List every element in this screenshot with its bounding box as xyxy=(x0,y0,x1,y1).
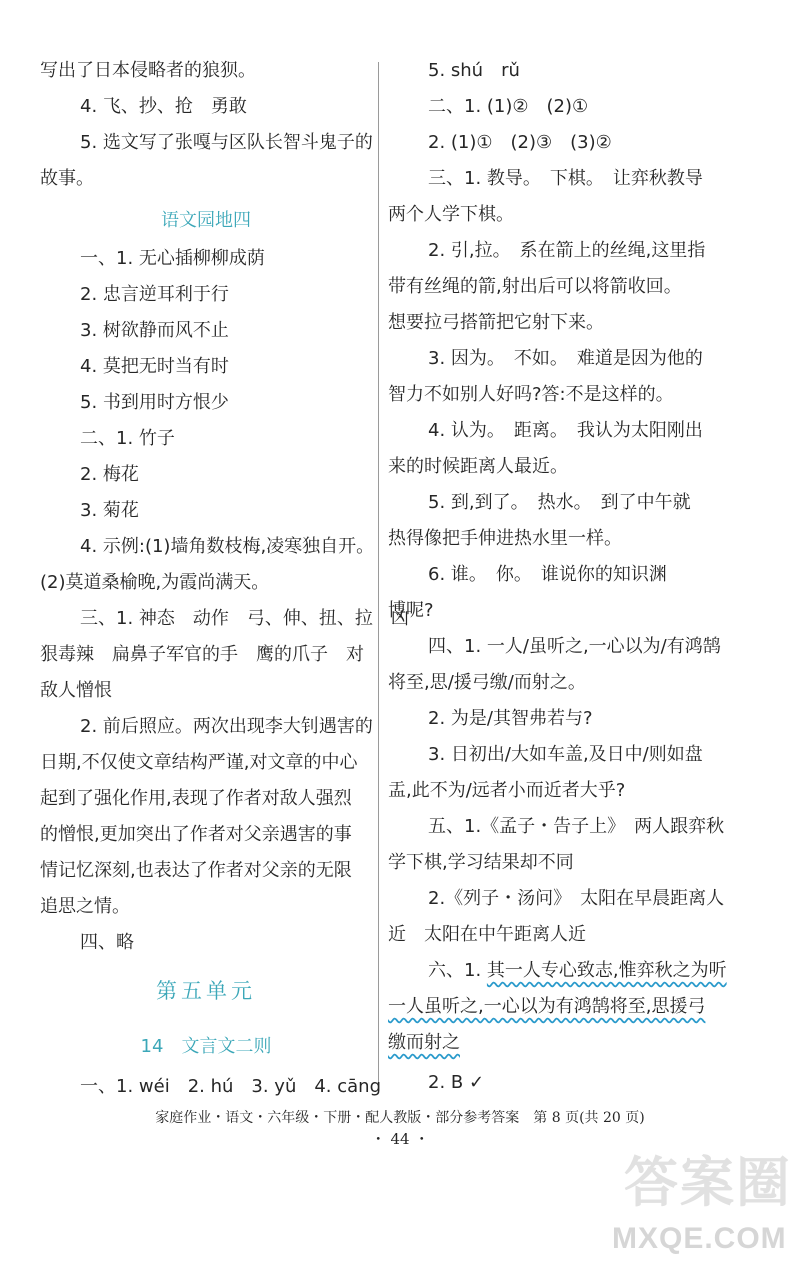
text-line: 四、1. 一人/虽听之,一心以为/有鸿鹄 xyxy=(428,636,721,657)
text-line: 日期,不仅使文章结构严谨,对文章的中心 xyxy=(40,752,358,773)
text-line: 故事。 xyxy=(40,168,94,189)
wavy-underlined-text: 缴而射之 xyxy=(388,1032,460,1053)
text-line: 敌人憎恨 xyxy=(40,680,112,701)
watermark-logo xyxy=(612,1140,792,1270)
text-line: 2. B ✓ xyxy=(428,1072,485,1093)
text-line: 2. 梅花 xyxy=(80,464,139,485)
text-line: 一、1. 无心插柳柳成荫 xyxy=(80,248,265,269)
text-line: 盂,此不为/远者小而近者大乎? xyxy=(388,780,626,801)
text-line: 2. 前后照应。两次出现李大钊遇害的 xyxy=(80,716,373,737)
text-line: 4. 认为。 距离。 我认为太阳刚出 xyxy=(428,420,703,441)
text-line: 狠毒辣 扁鼻子军官的手 鹰的爪子 对 xyxy=(40,644,364,665)
text-line xyxy=(388,960,727,982)
lesson-title: 14 文言文二则 xyxy=(140,1036,272,1057)
text-line: 智力不如别人好吗?答:不是这样的。 xyxy=(388,384,674,405)
footer-info: 家庭作业・语文・六年级・下册・配人教版・部分参考答案 第 8 页(共 20 页) xyxy=(155,1110,645,1126)
text-line: 5. shú rǔ xyxy=(428,60,520,81)
item-number: 六、1. xyxy=(428,960,487,981)
column-divider xyxy=(378,62,379,1092)
text-line: 5. 书到用时方恨少 xyxy=(80,392,229,413)
text-line: 学下棋,学习结果却不同 xyxy=(388,852,574,873)
text-line: 想要拉弓搭箭把它射下来。 xyxy=(388,312,604,333)
text-line: 五、1.《孟子・告子上》 两人跟弈秋 xyxy=(428,816,725,837)
text-line: 追思之情。 xyxy=(40,896,130,917)
text-line: 3. 因为。 不如。 难道是因为他的 xyxy=(428,348,703,369)
text-line: 三、1. 神态 动作 弓、伸、扭、拉 凶 xyxy=(80,608,409,629)
text-line: 4. 飞、抄、抢 勇敢 xyxy=(80,96,247,117)
text-line: 3. 日初出/大如车盖,及日中/则如盘 xyxy=(428,744,703,765)
text-line: 5. 到,到了。 热水。 到了中午就 xyxy=(428,492,691,513)
text-line: 6. 谁。 你。 谁说你的知识渊 xyxy=(428,564,667,585)
text-line: 一、1. wéi 2. hú 3. yǔ 4. cāng xyxy=(80,1076,382,1097)
text-line: 三、1. 教导。 下棋。 让弈秋教导 xyxy=(428,168,703,189)
text-line: 2. (1)① (2)③ (3)② xyxy=(428,132,612,153)
text-line: 博呢? xyxy=(388,600,434,621)
text-line: 2.《列子・汤问》 太阳在早晨距离人 xyxy=(428,888,725,909)
text-line: 两个人学下棋。 xyxy=(388,204,514,225)
text-line: 3. 菊花 xyxy=(80,500,139,521)
text-line: 的憎恨,更加突出了作者对父亲遇害的事 xyxy=(40,824,352,845)
text-line: 将至,思/援弓缴/而射之。 xyxy=(388,672,586,693)
text-line: 3. 树欲静而风不止 xyxy=(80,320,229,341)
text-line: 二、1. 竹子 xyxy=(80,428,175,449)
text-line: 起到了强化作用,表现了作者对敌人强烈 xyxy=(40,788,352,809)
text-line: 2. 为是/其智弗若与? xyxy=(428,708,593,729)
text-line: 情记忆深刻,也表达了作者对父亲的无限 xyxy=(40,860,352,881)
page-number: ・ 44 ・ xyxy=(370,1130,430,1148)
wavy-underlined-text: 其一人专心致志,惟弈秋之为听 xyxy=(486,960,727,981)
watermark-site: MXQE.COM xyxy=(612,1222,787,1255)
watermark-mark: 答案圈 xyxy=(624,1151,792,1214)
unit-title: 第五单元 xyxy=(156,979,256,1003)
text-line: 2. 引,拉。 系在箭上的丝绳,这里指 xyxy=(428,240,706,261)
text-line: (2)莫道桑榆晚,为霞尚满天。 xyxy=(40,572,270,593)
text-line: 4. 莫把无时当有时 xyxy=(80,356,229,377)
wavy-underlined-text: 一人虽听之,一心以为有鸿鹄将至,思援弓 xyxy=(388,996,706,1017)
text-line: 二、1. (1)② (2)① xyxy=(428,96,589,117)
text-line: 写出了日本侵略者的狼狈。 xyxy=(40,60,256,81)
text-line: 四、略 xyxy=(80,932,134,953)
text-line: 带有丝绳的箭,射出后可以将箭收回。 xyxy=(388,276,682,297)
text-line: 来的时候距离人最近。 xyxy=(388,456,568,477)
text-line: 5. 选文写了张嘎与区队长智斗鬼子的 xyxy=(80,132,373,153)
text-line: 热得像把手伸进热水里一样。 xyxy=(388,528,622,549)
text-line: 4. 示例:(1)墙角数枝梅,凌寒独自开。 xyxy=(80,536,375,557)
section-title: 语文园地四 xyxy=(161,210,251,231)
text-line: 近 太阳在中午距离人近 xyxy=(388,924,586,945)
text-line: 2. 忠言逆耳利于行 xyxy=(80,284,229,305)
